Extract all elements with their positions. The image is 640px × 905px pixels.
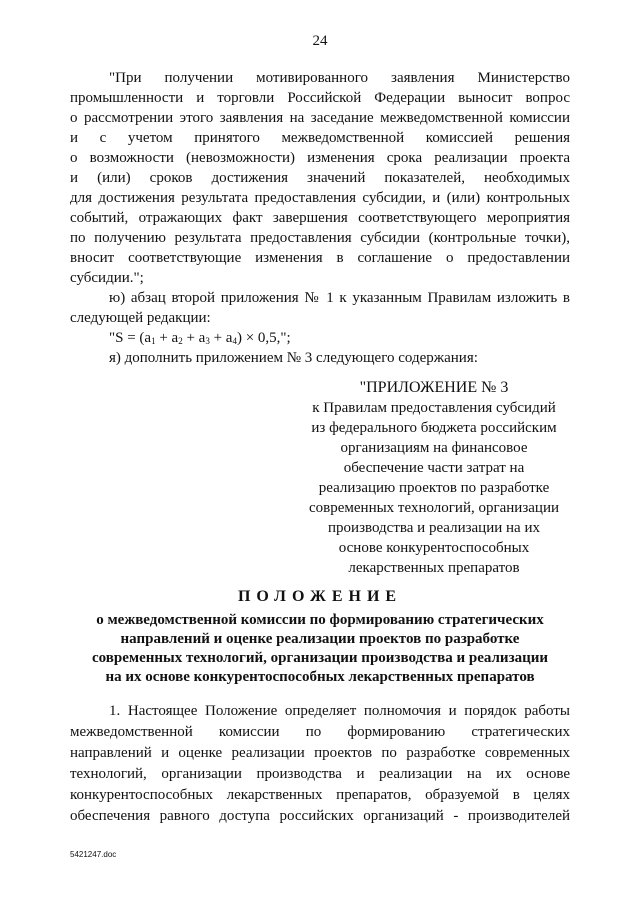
appendix-line: лекарственных препаратов [348,560,520,576]
subtitle-line: современных технологий, организации производства и реализации [91,650,549,666]
appendix-line: организациям на финансовое [340,440,528,456]
text-line: вносит соответствующие изменения в соглашение о предоставлении [70,250,570,266]
appendix-line: современных технологий, организации [309,500,559,516]
text-line: обеспечения равного доступа российских организаций - производителей [70,808,570,824]
text-line: следующей редакции: [70,310,211,326]
text-line: и с учетом принятого межведомственной комиссией решения [70,130,570,146]
subtitle-line: направлений и оценке реализации проектов по разработке [120,631,520,647]
text-line: о возможности (невозможности) изменения срока реализации проекта [70,150,570,166]
text-line: по получению результата предоставления субсидии (контрольные точки), [70,230,570,246]
page-number: 24 [312,33,328,49]
paragraph-item-ya: я) дополнить приложением № 3 следующего содержания: [109,350,478,366]
appendix-line: обеспечение части затрат на [343,460,525,476]
appendix-line: из федерального бюджета российским [311,420,557,436]
text-line: промышленности и торговли Российской Федерации выносит вопрос [70,90,570,106]
text-line: субсидии."; [70,270,144,286]
text-line: 1. Настоящее Положение определяет полномочия и порядок работы [109,703,570,719]
text-line: технологий, организации производства и реализации на их основе [70,766,570,782]
appendix-line: производства и реализации на их [328,520,540,536]
appendix-line: реализацию проектов по разработке [318,480,550,496]
appendix-line: основе конкурентоспособных [338,540,530,556]
appendix-line: к Правилам предоставления субсидий [312,400,556,416]
text-line: межведомственной комиссии по формированию стратегических [70,724,570,740]
text-line: "При получении мотивированного заявления Министерство [109,70,570,86]
document-footer-filename: 5421247.doc [70,850,117,859]
text-line: для достижения результата предоставления субсидии, и (или) контрольных [70,190,570,206]
appendix-heading: "ПРИЛОЖЕНИЕ № 3 [359,379,509,396]
text-line: конкурентоспособных лекарственных препаратов, образуемой в целях [70,787,570,803]
text-line: направлений и оценке реализации проектов по разработке современных [70,745,570,761]
text-line: и (или) сроков достижения значений показателей, необходимых [70,170,570,186]
subtitle-line: на их основе конкурентоспособных лекарственных препаратов [105,669,535,685]
regulation-title: ПОЛОЖЕНИЕ [237,588,403,605]
text-line: о рассмотрении этого заявления на заседание межведомственной комиссии [70,110,570,126]
text-line: ю) абзац второй приложения № 1 к указанным Правилам изложить в [109,290,570,306]
text-line: событий, отражающих факт завершения соответствующего мероприятия [70,210,570,226]
formula-line: "$S = (a_1 + a_2 + a_3 + a_4) \times 0,5$,"; [109,330,291,346]
subtitle-line: о межведомственной комиссии по формированию стратегических [96,612,544,628]
